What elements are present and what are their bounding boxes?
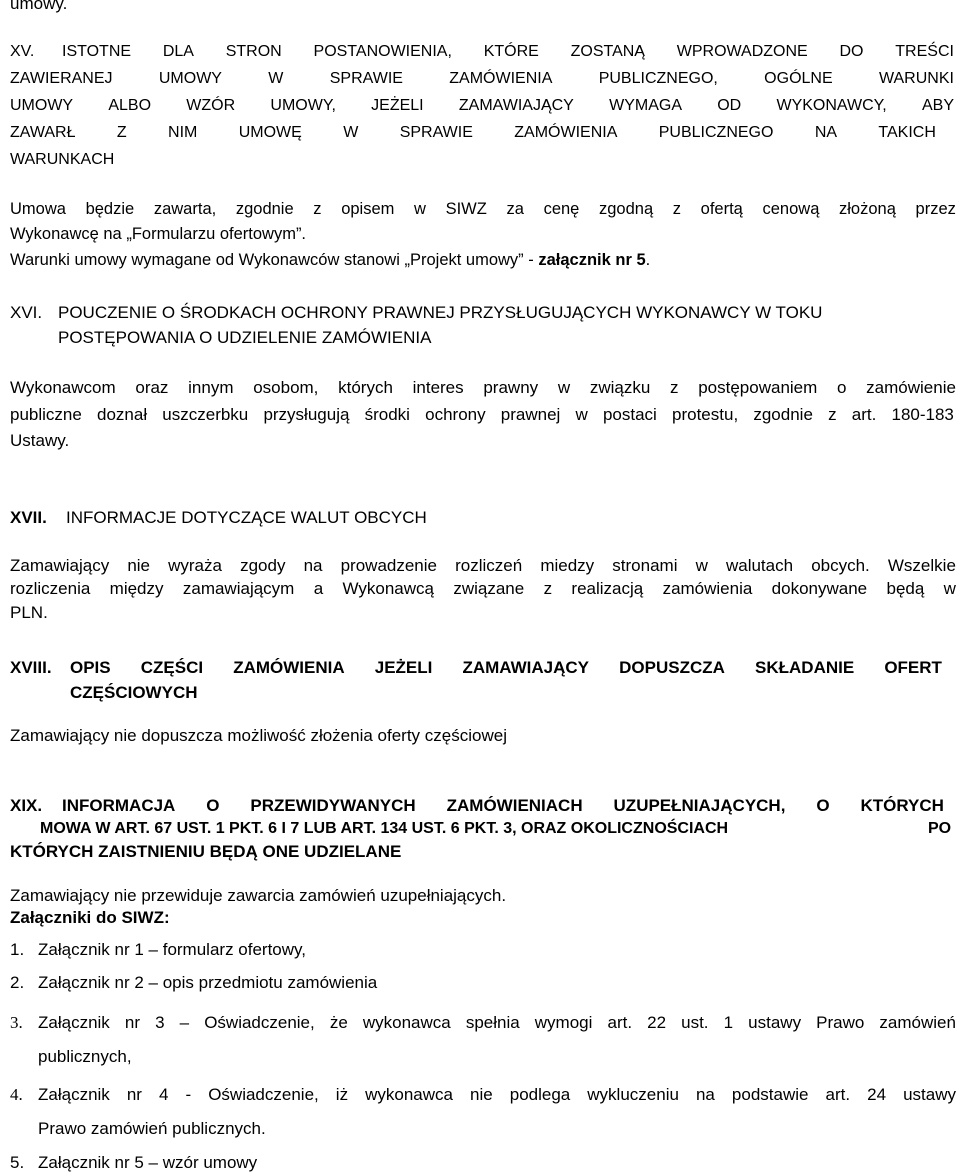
section-heading-line: KTÓRYCH ZAISTNIENIU BĘDĄ ONE UDZIELANE — [10, 842, 402, 861]
word: z — [313, 200, 322, 218]
word: PUBLICZNEGO, — [598, 70, 718, 87]
list-item: Załącznik nr 1 – formularz ofertowy, — [38, 940, 306, 959]
word: doznał — [97, 405, 148, 424]
list-item-continuation: Prawo zamówień publicznych. — [38, 1119, 266, 1138]
word: wykonawca — [365, 1085, 453, 1104]
word: Z — [116, 124, 127, 141]
word: UZUPEŁNIAJĄCYCH, — [613, 796, 786, 815]
word: związane — [453, 579, 525, 598]
word: O — [816, 796, 830, 815]
list-item-number: 5. — [10, 1153, 25, 1172]
section-heading-line: POSTĘPOWANIA O UDZIELENIE ZAMÓWIENIA — [58, 328, 432, 347]
word: art. — [825, 1085, 851, 1104]
word: ZAMÓWIENIA — [233, 658, 345, 677]
word: obcych. — [811, 556, 870, 575]
word: podlega — [509, 1085, 571, 1104]
word: których — [338, 378, 393, 397]
list-item-number: 2. — [10, 973, 25, 992]
section-heading: INFORMACJE DOTYCZĄCE WALUT OBCYCH — [66, 508, 427, 527]
section-heading-line: MOWA W ART. 67 UST. 1 PKT. 6 I 7 LUB ART. 134 UST. 6 PKT. 3, ORAZ OKOLICZNOŚCIACH — [40, 820, 729, 837]
word: art. — [851, 405, 877, 424]
word: Załącznik — [38, 1085, 110, 1104]
word: OPIS — [70, 658, 111, 677]
word: ISTOTNE — [62, 43, 132, 60]
word: SPRAWIE — [329, 70, 403, 87]
word: nr — [126, 1085, 142, 1104]
word: DO — [839, 43, 864, 60]
word: osobom, — [253, 378, 319, 397]
word: SPRAWIE — [399, 124, 473, 141]
word: 180-183 — [891, 405, 954, 424]
word: realizacją — [571, 579, 644, 598]
word: Oświadczenie, — [204, 1013, 315, 1032]
word: SIWZ — [445, 200, 487, 218]
word: Wykonawcą — [342, 579, 434, 598]
word: ustawy — [748, 1013, 802, 1032]
list-item: Załącznik nr 2 – opis przedmiotu zamówienia — [38, 973, 378, 992]
word: wykluczeniu — [587, 1085, 679, 1104]
word: złożoną — [839, 200, 896, 218]
word: za — [506, 200, 524, 218]
word: UMOWĘ — [238, 124, 302, 141]
word: na — [695, 1085, 715, 1104]
word: DLA — [162, 43, 194, 60]
word: Wykonawcom — [10, 378, 116, 397]
word: INFORMACJA — [62, 796, 176, 815]
word: 1 — [723, 1013, 734, 1032]
word: CZĘŚCI — [140, 658, 204, 677]
intro-tail: umowy. — [10, 0, 68, 13]
word: PUBLICZNEGO — [658, 124, 774, 141]
word: o — [837, 378, 847, 397]
word: OFERT — [884, 658, 942, 677]
word: zgodną — [598, 200, 654, 218]
word: KTÓRYCH — [860, 796, 944, 815]
word: będzie — [85, 200, 135, 218]
paragraph-line: Zamawiający nie dopuszcza możliwość złożenia oferty częściowej — [10, 726, 507, 745]
word: PRZEWIDYWANYCH — [250, 796, 416, 815]
word: TREŚCI — [895, 43, 954, 60]
word: zamówienia — [662, 579, 753, 598]
attachment-reference: załącznik nr 5 — [538, 251, 646, 269]
word: z — [670, 378, 679, 397]
word: - — [185, 1085, 192, 1104]
list-item-number: 1. — [10, 940, 25, 959]
word: rozliczeń — [455, 556, 523, 575]
word: ABY — [921, 97, 954, 114]
word: zgodnie — [235, 200, 294, 218]
word: WYMAGA — [609, 97, 682, 114]
paragraph-line — [10, 378, 956, 398]
word: postaci — [602, 405, 657, 424]
word: UMOWY, — [270, 97, 336, 114]
list-item-number: 3. — [10, 1013, 23, 1032]
word: ust. — [681, 1013, 709, 1032]
word: OGÓLNE — [764, 70, 833, 87]
word: ZAMÓWIENIACH — [446, 796, 583, 815]
list-item — [38, 1085, 956, 1105]
list-item — [38, 1013, 956, 1033]
paragraph-line — [10, 200, 956, 219]
word: ofertą — [700, 200, 743, 218]
word: KTÓRE — [483, 43, 539, 60]
word: Zamawiający — [10, 556, 110, 575]
word: opisem — [341, 200, 395, 218]
section-heading-line — [62, 796, 944, 816]
word: przez — [915, 200, 956, 218]
paragraph-line — [10, 556, 956, 576]
word: WZÓR — [186, 97, 236, 114]
word: uszczerbku — [162, 405, 249, 424]
word: ZAWARŁ — [10, 124, 76, 141]
word: zamówień — [879, 1013, 956, 1032]
word: cenową — [762, 200, 820, 218]
word: postępowaniem — [698, 378, 818, 397]
word: prawny — [483, 378, 539, 397]
paragraph-line: Warunki umowy wymagane od Wykonawców stanowi „Projekt umowy” - załącznik nr 5. — [10, 251, 651, 269]
word: z — [672, 200, 682, 218]
word: 24 — [867, 1085, 887, 1104]
word: zawarta, — [153, 200, 217, 218]
word: UMOWY — [10, 97, 74, 114]
attachments-title: Załączniki do SIWZ: — [10, 908, 170, 927]
list-item-number: 4. — [10, 1085, 23, 1104]
word: w — [414, 200, 426, 218]
word: przysługują — [263, 405, 350, 424]
word: JEŻELI — [371, 97, 424, 114]
word: ZAWIERANEJ — [10, 70, 113, 87]
word: zamawiającym — [182, 579, 295, 598]
word: ochrony — [425, 405, 486, 424]
word: W — [343, 124, 359, 141]
section-heading-line — [62, 43, 954, 61]
word: prowadzenie — [340, 556, 437, 575]
word: Oświadczenie, — [208, 1085, 319, 1104]
word: ZAMÓWIENIA — [449, 70, 553, 87]
paragraph-line: Ustawy. — [10, 431, 70, 450]
word: iż — [335, 1085, 349, 1104]
word: zgody — [240, 556, 286, 575]
section-number: XVIII. — [10, 658, 52, 677]
word: DOPUSZCZA — [619, 658, 725, 677]
word: wykonawca — [362, 1013, 451, 1032]
word: wymogi — [534, 1013, 593, 1032]
word: stronami — [612, 556, 678, 575]
paragraph-line: PLN. — [10, 603, 48, 622]
word: W — [268, 70, 284, 87]
word: OD — [717, 97, 742, 114]
word: POSTANOWIENIA, — [313, 43, 452, 60]
word: zamówienie — [866, 378, 956, 397]
word: między — [109, 579, 164, 598]
word: art. — [607, 1013, 633, 1032]
word: ZAMÓWIENIA — [514, 124, 618, 141]
word: WARUNKI — [878, 70, 954, 87]
word: wyraża — [168, 556, 222, 575]
word: dokonywane — [771, 579, 868, 598]
word: 22 — [647, 1013, 667, 1032]
section-number: XVI. — [10, 303, 43, 322]
word: z — [543, 579, 553, 598]
section-number: XIX. — [10, 796, 43, 815]
word: interes — [412, 378, 464, 397]
list-item-continuation: publicznych, — [38, 1047, 132, 1066]
section-heading-line — [10, 70, 954, 88]
word: NA — [814, 124, 838, 141]
word: innym — [188, 378, 234, 397]
word: Prawo — [816, 1013, 865, 1032]
word: NIM — [168, 124, 198, 141]
word: SKŁADANIE — [755, 658, 855, 677]
word: 3 — [155, 1013, 165, 1032]
word: cenę — [543, 200, 580, 218]
word: oraz — [135, 378, 169, 397]
word: UMOWY — [158, 70, 222, 87]
section-heading-line — [10, 97, 954, 115]
word: podstawie — [731, 1085, 809, 1104]
word: Załącznik — [38, 1013, 110, 1032]
paragraph-line: Zamawiający nie przewiduje zawarcia zamówień uzupełniających. — [10, 886, 507, 905]
word: miedzy — [540, 556, 595, 575]
section-number: XV. — [10, 43, 35, 60]
word: ustawy — [903, 1085, 956, 1104]
word: w — [557, 378, 571, 397]
word: a — [313, 579, 324, 598]
word: ZAMAWIAJĄCY — [458, 97, 574, 114]
list-item: Załącznik nr 5 – wzór umowy — [38, 1153, 258, 1172]
word: w — [943, 579, 956, 598]
section-number: XVII. — [10, 508, 47, 527]
word: związku — [589, 378, 651, 397]
word: nie — [127, 556, 150, 575]
word: WPROWADZONE — [676, 43, 808, 60]
word: publiczne — [10, 405, 82, 424]
paragraph-line — [10, 405, 954, 425]
word: STRON — [225, 43, 282, 60]
word: środki — [364, 405, 410, 424]
word: będą — [886, 579, 925, 598]
word: JEŻELI — [374, 658, 433, 677]
word: O — [206, 796, 220, 815]
section-heading-word: PO — [928, 820, 952, 837]
section-heading-line — [70, 658, 942, 678]
word: walutach — [725, 556, 794, 575]
word: – — [179, 1013, 190, 1032]
section-heading-line: WARUNKACH — [10, 151, 115, 168]
word: WYKONAWCY, — [776, 97, 887, 114]
word: zgodnie — [753, 405, 813, 424]
word: ALBO — [108, 97, 152, 114]
section-heading-line: CZĘŚCIOWYCH — [70, 683, 198, 702]
word: ZOSTANĄ — [570, 43, 645, 60]
word: w — [695, 556, 708, 575]
paragraph-line: Wykonawcę na „Formularzu ofertowym”. — [10, 225, 307, 243]
word: protestu, — [672, 405, 739, 424]
word: spełnia — [465, 1013, 520, 1032]
word: TAKICH — [878, 124, 936, 141]
section-heading-line — [10, 124, 936, 142]
word: że — [329, 1013, 348, 1032]
word: nr — [124, 1013, 141, 1032]
word: 4 — [159, 1085, 169, 1104]
word: ZAMAWIAJĄCY — [462, 658, 590, 677]
paragraph-line — [10, 579, 956, 599]
word: w — [575, 405, 588, 424]
word: rozliczenia — [10, 579, 91, 598]
section-heading-line: POUCZENIE O ŚRODKACH OCHRONY PRAWNEJ PRZYSŁUGUJĄCYCH WYKONAWCY W TOKU — [58, 303, 823, 322]
word: z — [828, 405, 837, 424]
word: na — [303, 556, 323, 575]
word: nie — [470, 1085, 493, 1104]
word: Wszelkie — [887, 556, 956, 575]
word: prawnej — [500, 405, 561, 424]
word: Umowa — [10, 200, 66, 218]
